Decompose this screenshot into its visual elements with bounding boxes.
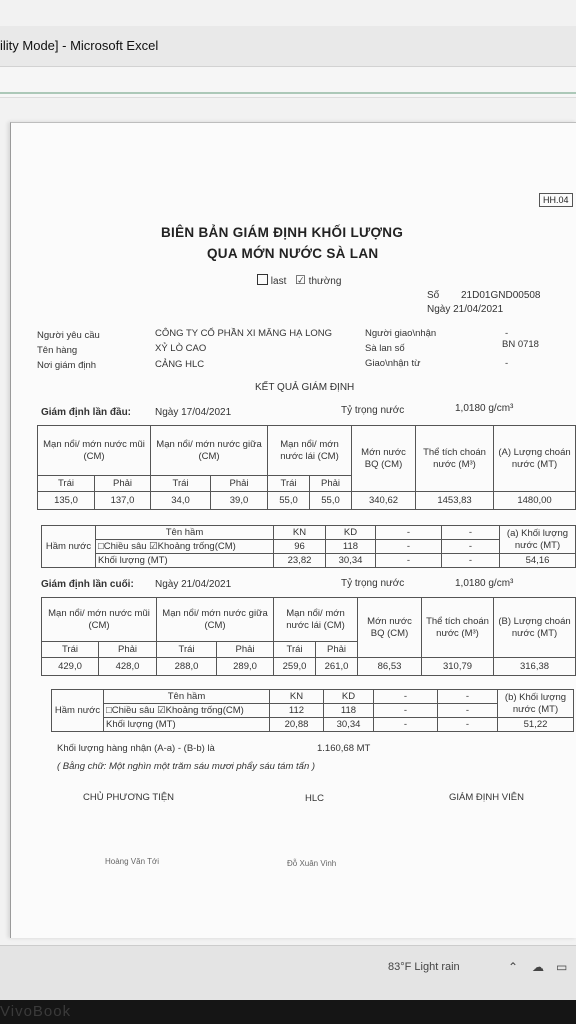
giao-label: Giao\nhận từ [365, 358, 421, 369]
table-cell: 429,0 [42, 658, 99, 676]
place-value: CẢNG HLC [155, 359, 205, 370]
table-cell: - [376, 554, 442, 568]
barge-label: Sà lan số [365, 343, 405, 354]
mid-draft-header: Mạn nổi/ mớn nước giữa (CM) [157, 598, 274, 642]
requester-value: CÔNG TY CỔ PHẦN XI MĂNG HẠ LONG [155, 328, 333, 339]
last-density-label: Tỷ trọng nước [341, 578, 405, 589]
signer-owner-name: Hoàng Văn Tới [105, 857, 160, 866]
table-cell: - [438, 690, 498, 704]
col-left: Trái [42, 642, 99, 658]
form-code: HH.04 [539, 193, 573, 207]
first-survey-date: Ngày 17/04/2021 [155, 407, 232, 418]
table-cell: - [374, 704, 438, 718]
taskbar [0, 945, 576, 1000]
tank-mass-b-header: (b) Khối lượng nước (MT) [498, 690, 574, 718]
chevron-up-icon[interactable]: ⌃ [508, 960, 519, 974]
col-right: Phải [316, 642, 358, 658]
table-cell: 54,16 [500, 554, 576, 568]
table-cell: - [374, 690, 438, 704]
window-title: ility Mode] - Microsoft Excel [0, 38, 159, 53]
normal-label: thường [308, 276, 342, 287]
table-cell: - [442, 554, 500, 568]
signature-owner-title: CHỦ PHƯƠNG TIỆN [83, 792, 175, 803]
table-cell: 118 [324, 704, 374, 718]
table-cell: 39,0 [211, 492, 268, 510]
table-cell: 428,0 [99, 658, 157, 676]
mass-label: Khối lượng (MT) [104, 718, 270, 732]
bow-draft-header: Mạn nổi/ mớn nước mũi (CM) [38, 426, 151, 476]
first-tank-table [41, 525, 576, 568]
col-right: Phải [95, 476, 151, 492]
amount-in-words: ( Bằng chữ: Một nghìn một trăm sáu mươi phẩy sáu tám tấn ) [57, 761, 316, 772]
table-cell: 340,62 [352, 492, 416, 510]
col-left: Trái [268, 476, 310, 492]
signer-hlc-name: Đỗ Xuân Vinh [287, 859, 337, 868]
kn-header: KN [270, 690, 324, 704]
tank-label: Hầm nước [42, 526, 96, 568]
volume-header: Thể tích choán nước (M³) [422, 598, 494, 658]
deliverer-label: Người giao\nhận [365, 328, 437, 339]
last-survey-label: Giám định lần cuối: [41, 579, 134, 590]
title-bar [0, 26, 576, 67]
table-cell: - [442, 526, 500, 540]
table-cell: 55,0 [268, 492, 310, 510]
table-cell: 137,0 [95, 492, 151, 510]
first-survey-label: Giám định lần đầu: [41, 407, 132, 418]
tank-label: Hầm nước [52, 690, 104, 732]
table-cell: 96 [274, 540, 326, 554]
table-cell: 30,34 [324, 718, 374, 732]
kd-header: KD [326, 526, 376, 540]
table-cell: 86,53 [358, 658, 422, 676]
ribbon-divider [0, 92, 576, 94]
option-row [257, 273, 341, 287]
depth-label: □Chiều sâu ☑Khoảng trống(CM) [96, 540, 274, 554]
table-cell: - [376, 526, 442, 540]
table-cell: - [438, 704, 498, 718]
goods-label: Tên hàng [37, 345, 78, 356]
volume-header: Thể tích choán nước (M³) [416, 426, 494, 492]
displacement-a-header: (A) Lượng choán nước (MT) [494, 426, 576, 492]
table-cell: 261,0 [316, 658, 358, 676]
print-preview-page [10, 122, 576, 938]
col-right: Phải [217, 642, 274, 658]
goods-value: XỶ LÒ CAO [155, 343, 207, 354]
signature-hlc-title: HLC [305, 793, 325, 804]
col-left: Trái [38, 476, 95, 492]
signature-surveyor-title: GIÁM ĐỊNH VIÊN [449, 792, 524, 803]
mass-label: Khối lượng (MT) [96, 554, 274, 568]
table-cell: 112 [270, 704, 324, 718]
weather-widget[interactable]: 83°F Light rain [388, 961, 460, 973]
requester-label: Người yêu cầu [37, 330, 100, 341]
table-cell: 310,79 [422, 658, 494, 676]
laptop-brand: VivoBook [0, 1003, 72, 1020]
normal-checkbox[interactable]: ☑ [295, 273, 306, 287]
barge-value: BN 0718 [502, 339, 539, 350]
table-cell: - [442, 540, 500, 554]
col-left: Trái [157, 642, 217, 658]
result-heading: KẾT QUẢ GIÁM ĐỊNH [255, 382, 355, 393]
last-checkbox[interactable] [257, 274, 268, 285]
depth-label: □Chiều sâu ☑Khoảng trống(CM) [104, 704, 270, 718]
kd-header: KD [324, 690, 374, 704]
table-cell: 135,0 [38, 492, 95, 510]
table-cell: 118 [326, 540, 376, 554]
tank-mass-a-header: (a) Khối lượng nước (MT) [500, 526, 576, 554]
last-draft-table [41, 597, 576, 676]
mean-draft-header: Mớn nước BQ (CM) [352, 426, 416, 492]
col-right: Phải [99, 642, 157, 658]
cargo-value: 1.160,68 MT [317, 743, 371, 754]
so-value: 21D01GND00508 [461, 290, 541, 301]
col-left: Trái [274, 642, 316, 658]
so-label: Số [427, 290, 440, 301]
col-left: Trái [151, 476, 211, 492]
stern-draft-header: Mạn nổi/ mớn nước lái (CM) [274, 598, 358, 642]
network-icon[interactable]: ▭ [556, 960, 568, 974]
mean-draft-header: Mớn nước BQ (CM) [358, 598, 422, 658]
doc-title-line2: QUA MỚN NƯỚC SÀ LAN [207, 246, 379, 261]
tank-name-header: Tên hầm [104, 690, 270, 704]
last-tank-table [51, 689, 574, 732]
table-cell: 1453,83 [416, 492, 494, 510]
table-cell: 55,0 [310, 492, 352, 510]
report-date: Ngày 21/04/2021 [427, 304, 504, 315]
first-density-value: 1,0180 g/cm³ [455, 403, 514, 414]
table-cell: 259,0 [274, 658, 316, 676]
displacement-b-header: (B) Lượng choán nước (MT) [494, 598, 576, 658]
stern-draft-header: Mạn nổi/ mớn nước lái (CM) [268, 426, 352, 476]
table-cell: - [376, 540, 442, 554]
last-label: last [270, 276, 287, 287]
cargo-label: Khối lượng hàng nhận (A-a) - (B-b) là [57, 743, 215, 754]
table-cell: 288,0 [157, 658, 217, 676]
laptop-bezel [0, 1000, 576, 1024]
table-cell: 1480,00 [494, 492, 576, 510]
first-density-label: Tỷ trọng nước [341, 405, 405, 416]
table-cell: 34,0 [151, 492, 211, 510]
table-cell: 316,38 [494, 658, 576, 676]
giao-value: - [505, 358, 509, 369]
tank-name-header: Tên hầm [96, 526, 274, 540]
table-cell: 23,82 [274, 554, 326, 568]
col-right: Phải [310, 476, 352, 492]
last-density-value: 1,0180 g/cm³ [455, 578, 514, 589]
last-survey-date: Ngày 21/04/2021 [155, 579, 232, 590]
table-cell: 51,22 [498, 718, 574, 732]
bow-draft-header: Mạn nổi/ mớn nước mũi (CM) [42, 598, 157, 642]
first-draft-table [37, 425, 576, 510]
place-label: Nơi giám định [37, 360, 97, 371]
deliverer-value: - [505, 328, 509, 339]
doc-title-line1: BIÊN BẢN GIÁM ĐỊNH KHỐI LƯỢNG [161, 225, 404, 240]
table-cell: - [374, 718, 438, 732]
mid-draft-header: Mạn nổi/ mớn nước giữa (CM) [151, 426, 268, 476]
col-right: Phải [211, 476, 268, 492]
table-cell: 20,88 [270, 718, 324, 732]
cloud-icon[interactable]: ☁ [532, 960, 544, 974]
table-cell: 30,34 [326, 554, 376, 568]
table-cell: - [438, 718, 498, 732]
table-cell: 289,0 [217, 658, 274, 676]
kn-header: KN [274, 526, 326, 540]
